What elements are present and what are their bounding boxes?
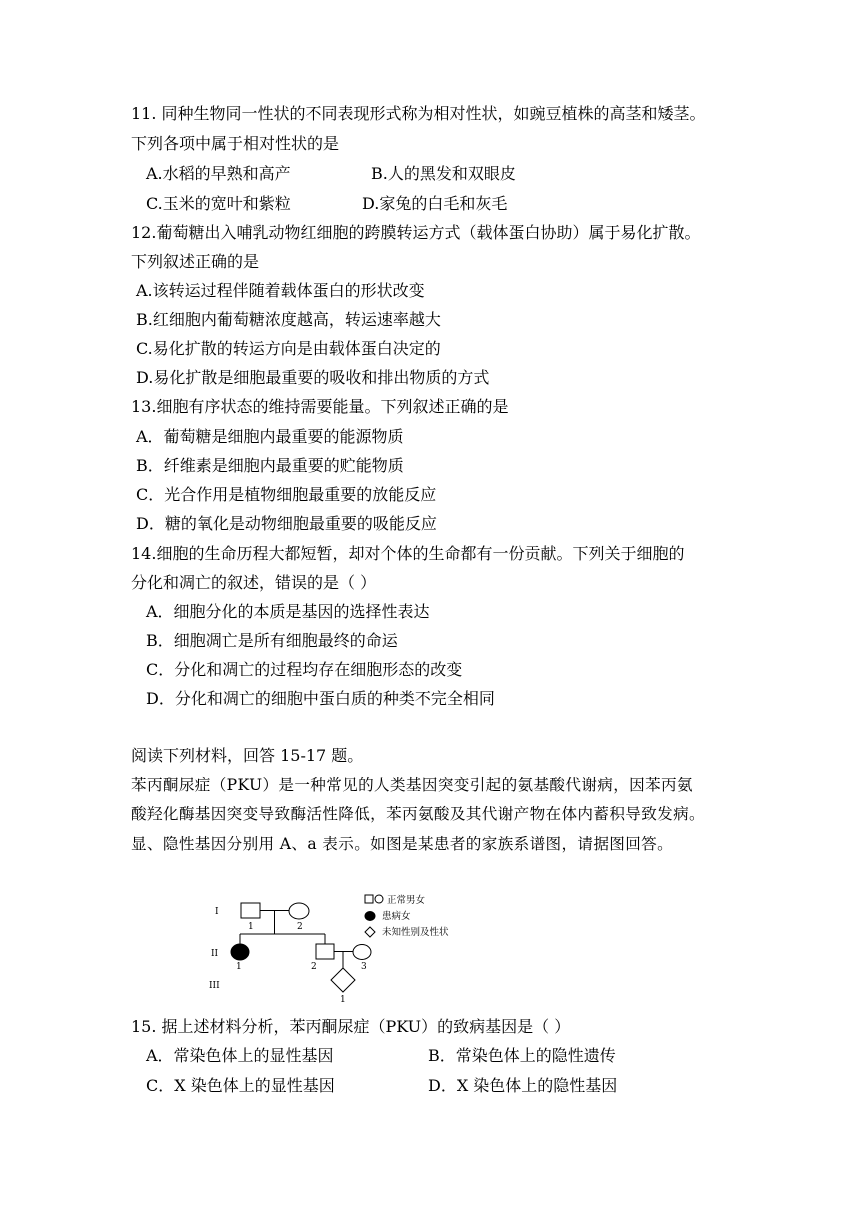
gen2-female-normal-circle <box>353 945 371 960</box>
gen2-male-normal-square <box>316 944 334 959</box>
gen1-female-normal-circle <box>289 903 309 919</box>
gen1-roman-label: I <box>215 907 219 917</box>
q15-option-c[interactable]: C．X 染色体上的显性基因 <box>146 1076 335 1095</box>
q12-stem-line2: 下列叙述正确的是 <box>131 252 260 271</box>
q14-option-d[interactable]: D．分化和凋亡的细胞中蛋白质的种类不完全相同 <box>146 689 495 708</box>
q12-stem-line1: 12.葡萄糖出入哺乳动物红细胞的跨膜转运方式（载体蛋白协助）属于易化扩散。 <box>131 223 701 242</box>
q12-option-a[interactable]: A.该转运过程伴随着载体蛋白的形状改变 <box>136 281 425 300</box>
q13-stem: 13.细胞有序状态的维持需要能量。下列叙述正确的是 <box>131 397 509 416</box>
gen1-individual-1-number: 1 <box>248 922 254 932</box>
q13-option-c[interactable]: C．光合作用是植物细胞最重要的放能反应 <box>136 485 437 504</box>
q11-stem-line1: 11. 同种生物同一性状的不同表现形式称为相对性状，如豌豆植株的高茎和矮茎。 <box>131 104 706 123</box>
gen3-roman-label: III <box>209 981 220 991</box>
q12-option-b[interactable]: B.红细胞内葡萄糖浓度越高，转运速率越大 <box>136 310 441 329</box>
gen2-individual-2-number: 2 <box>311 962 317 972</box>
gen2-individual-3-number: 3 <box>361 962 367 972</box>
gen1-male-normal-square <box>241 903 260 918</box>
q15-option-b[interactable]: B．常染色体上的隐性遗传 <box>428 1046 616 1065</box>
q14-option-b[interactable]: B．细胞凋亡是所有细胞最终的命运 <box>146 631 398 650</box>
q11-option-a[interactable]: A.水稻的早熟和高产 <box>146 164 291 183</box>
legend-affected-circle <box>365 912 375 921</box>
pedigree-chart <box>205 892 515 1008</box>
q11-stem-line2: 下列各项中属于相对性状的是 <box>131 134 340 153</box>
legend-unknown-diamond <box>365 927 375 937</box>
legend-affected-text: 患病女 <box>382 911 411 922</box>
q15-option-d[interactable]: D．X 染色体上的隐性基因 <box>428 1076 618 1095</box>
gen2-individual-1-number: 1 <box>236 962 242 972</box>
q11-option-b[interactable]: B.人的黑发和双眼皮 <box>371 164 516 183</box>
gen1-individual-2-number: 2 <box>297 922 303 932</box>
q12-option-c[interactable]: C.易化扩散的转运方向是由载体蛋白决定的 <box>136 339 441 358</box>
material-paragraph-line1: 苯丙酮尿症（PKU）是一种常见的人类基因突变引起的氨基酸代谢病，因苯丙氨 <box>131 776 693 794</box>
q11-option-c[interactable]: C.玉米的宽叶和紫粒 <box>146 194 291 213</box>
q12-option-d[interactable]: D.易化扩散是细胞最重要的吸收和排出物质的方式 <box>136 368 490 387</box>
gen3-unknown-diamond <box>331 968 355 992</box>
q13-option-b[interactable]: B．纤维素是细胞内最重要的贮能物质 <box>136 456 404 475</box>
material-paragraph-line2: 酸羟化酶基因突变导致酶活性降低，苯丙氨酸及其代谢产物在体内蓄积导致发病。 <box>131 805 705 823</box>
q11-option-d[interactable]: D.家兔的白毛和灰毛 <box>362 194 508 213</box>
legend-unknown-text: 未知性别及性状 <box>382 927 449 938</box>
q13-option-d[interactable]: D．糖的氧化是动物细胞最重要的吸能反应 <box>136 514 437 533</box>
q14-option-a[interactable]: A．细胞分化的本质是基因的选择性表达 <box>146 602 430 621</box>
q15-option-a[interactable]: A．常染色体上的显性基因 <box>146 1046 334 1065</box>
gen2-roman-label: II <box>211 949 219 959</box>
gen2-affected-female-circle <box>231 944 249 960</box>
q15-stem: 15. 据上述材料分析，苯丙酮尿症（PKU）的致病基因是（ ） <box>131 1017 571 1036</box>
legend-male-square <box>365 895 373 903</box>
legend-female-circle <box>375 895 383 903</box>
material-intro: 阅读下列材料，回答 15-17 题。 <box>131 746 364 765</box>
legend-normal-text: 正常男女 <box>387 895 426 906</box>
q14-stem-line2: 分化和凋亡的叙述，错误的是（ ） <box>131 573 377 592</box>
q14-option-c[interactable]: C．分化和凋亡的过程均存在细胞形态的改变 <box>146 660 463 679</box>
q13-option-a[interactable]: A．葡萄糖是细胞内最重要的能源物质 <box>136 427 404 446</box>
material-paragraph-line3: 显、隐性基因分别用 A、a 表示。如图是某患者的家族系谱图，请据图回答。 <box>131 835 674 853</box>
q14-stem-line1: 14.细胞的生命历程大都短暂，却对个体的生命都有一份贡献。下列关于细胞的 <box>131 544 685 563</box>
gen3-individual-1-number: 1 <box>340 995 346 1005</box>
